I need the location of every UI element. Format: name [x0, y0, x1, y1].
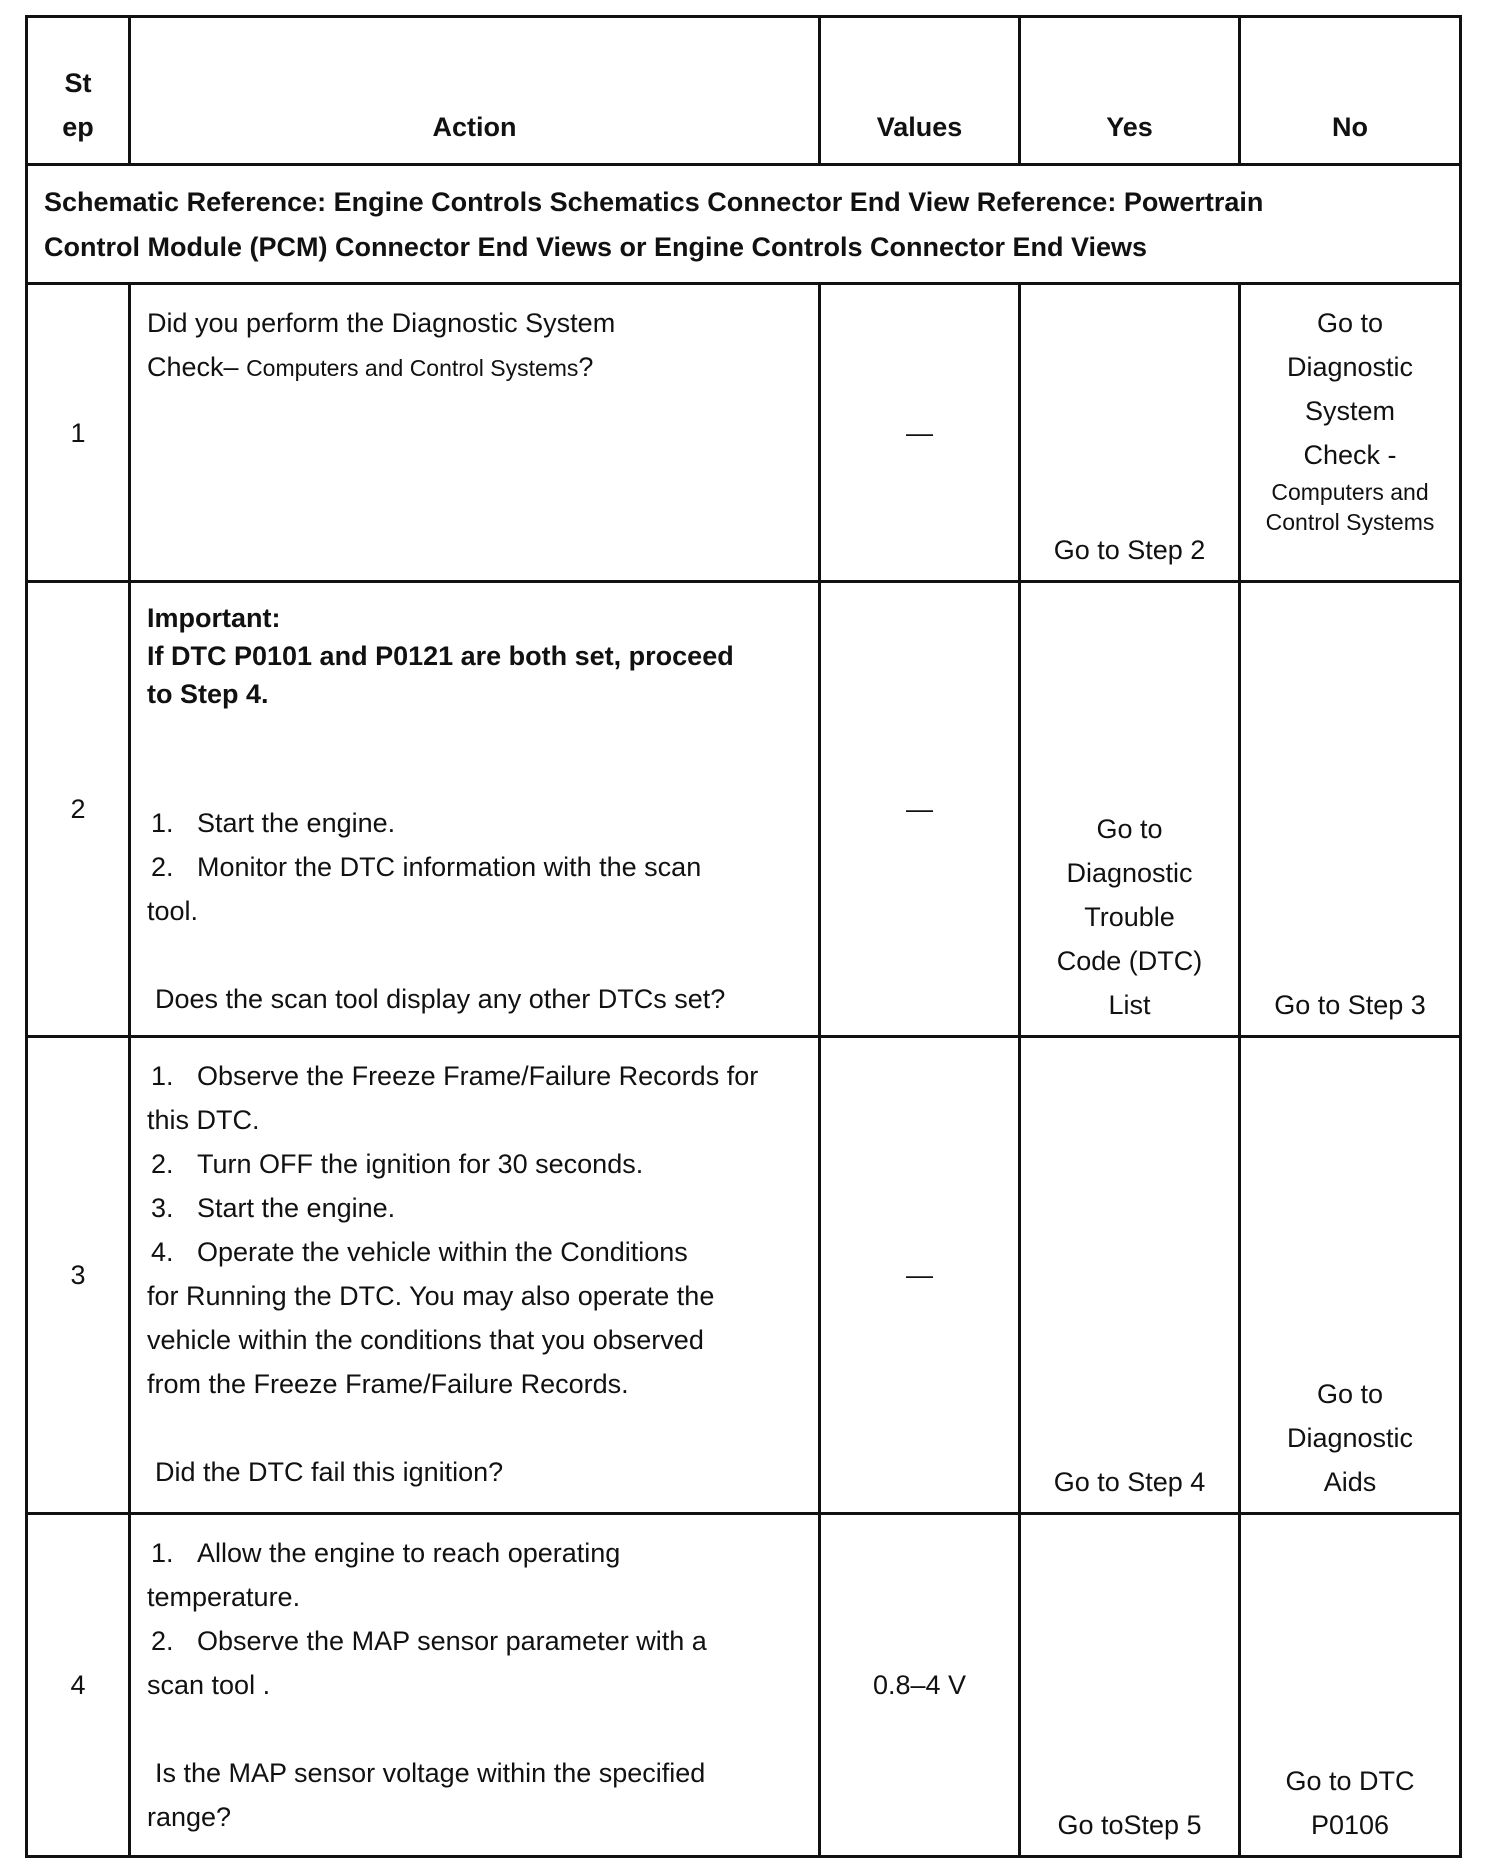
question-text: Did the DTC fail this ignition? [155, 1457, 504, 1487]
no-cell[interactable] [1240, 1514, 1461, 1857]
yes-cell [1020, 284, 1240, 582]
no-link-line: Go to DTC [1285, 1766, 1415, 1796]
list-item: 2. Turn OFF the ignition for 30 seconds. [151, 1149, 644, 1179]
value-cell: — [820, 284, 1020, 582]
schematic-reference [27, 165, 1461, 284]
question-text: range? [147, 1802, 232, 1832]
action-cell [130, 1037, 820, 1514]
action-cell [130, 284, 820, 582]
action-text [147, 345, 802, 390]
yes-link-line: Code (DTC) [1056, 946, 1203, 976]
no-link-line: Go to [1316, 1379, 1384, 1409]
action-cell [130, 1514, 820, 1857]
action-text: ? [578, 352, 594, 382]
important-note: If DTC P0101 and P0121 are both set, proceed [147, 641, 734, 671]
list-item: 1. Observe the Freeze Frame/Failure Records for [151, 1061, 759, 1091]
no-link-line: Go to [1316, 308, 1384, 338]
table-row [27, 284, 1461, 582]
list-item: 2. Observe the MAP sensor parameter with a [151, 1626, 707, 1656]
step-header-line2: ep [62, 112, 94, 142]
yes-link-line: Trouble [1084, 902, 1175, 932]
list-item-continued: scan tool . [147, 1670, 271, 1700]
yes-link-line: Go to [1096, 814, 1163, 844]
list-item: 1. Start the engine. [151, 808, 396, 838]
value-cell: 0.8–4 V [820, 1514, 1020, 1857]
action-cell [130, 582, 820, 1037]
list-item-continued: tool. [147, 896, 199, 926]
reference-line-2: Control Module (PCM) Connector End Views or Engine Controls Connector End Views [44, 232, 1148, 262]
important-note: to Step 4. [147, 679, 269, 709]
yes-link-line: Diagnostic [1066, 858, 1193, 888]
header-row [27, 17, 1461, 165]
list-item-continued: from the Freeze Frame/Failure Records. [147, 1369, 629, 1399]
step-number: 1 [27, 284, 130, 582]
important-label: Important: [147, 603, 281, 633]
no-cell [1240, 582, 1461, 1037]
list-item: 3. Start the engine. [151, 1193, 396, 1223]
no-link-line: P0106 [1310, 1810, 1390, 1840]
reference-row [27, 165, 1461, 284]
step-header-line1: St [64, 68, 92, 98]
question-text: Is the MAP sensor voltage within the specified [155, 1758, 706, 1788]
no-cell[interactable] [1240, 284, 1461, 582]
list-item-continued: for Running the DTC. You may also operate the [147, 1281, 715, 1311]
table-row [27, 582, 1461, 1037]
step-number: 2 [27, 582, 130, 1037]
step-number: 4 [27, 1514, 130, 1857]
no-link-line: Check - [1303, 440, 1397, 470]
table-row [27, 1037, 1461, 1514]
yes-header: Yes [1020, 17, 1240, 165]
table-row [27, 1514, 1461, 1857]
step-header [27, 17, 130, 165]
no-link-line: Control Systems [1265, 509, 1435, 535]
list-item-continued: temperature. [147, 1582, 301, 1612]
no-cell[interactable] [1240, 1037, 1461, 1514]
list-item: 2. Monitor the DTC information with the scan [151, 852, 702, 882]
list-item: 1. Allow the engine to reach operating [151, 1538, 621, 1568]
yes-cell[interactable] [1020, 582, 1240, 1037]
no-link-line: Diagnostic [1286, 1423, 1414, 1453]
yes-link[interactable]: Go to Step 4 [1053, 1467, 1206, 1497]
list-item-continued: this DTC. [147, 1105, 260, 1135]
value-cell: — [820, 582, 1020, 1037]
no-link[interactable]: Go to Step 3 [1274, 990, 1426, 1020]
yes-link[interactable]: Go toStep 5 [1057, 1810, 1202, 1840]
no-link-line: System [1304, 396, 1396, 426]
action-text: Check– [147, 352, 247, 382]
list-item-continued: vehicle within the conditions that you observed [147, 1325, 704, 1355]
values-header: Values [820, 17, 1020, 165]
no-link-line: Computers and [1271, 479, 1429, 505]
yes-link[interactable]: Go to Step 2 [1053, 535, 1206, 565]
no-header: No [1240, 17, 1461, 165]
action-text: Did you perform the Diagnostic System [147, 308, 616, 338]
reference-line-1: Schematic Reference: Engine Controls Schematics Connector End View Reference: Powertrain [44, 187, 1264, 217]
action-link-text: Computers and Control Systems [246, 355, 579, 381]
no-link-line: Diagnostic [1286, 352, 1414, 382]
yes-cell [1020, 1514, 1240, 1857]
no-link-line: Aids [1323, 1467, 1377, 1497]
question-text: Does the scan tool display any other DTCs set? [155, 984, 726, 1014]
step-number: 3 [27, 1037, 130, 1514]
yes-link-line: List [1108, 990, 1151, 1020]
list-item: 4. Operate the vehicle within the Conditions [151, 1237, 688, 1267]
yes-cell [1020, 1037, 1240, 1514]
diagnostic-table [25, 15, 1462, 1858]
action-header: Action [130, 17, 820, 165]
value-cell: — [820, 1037, 1020, 1514]
